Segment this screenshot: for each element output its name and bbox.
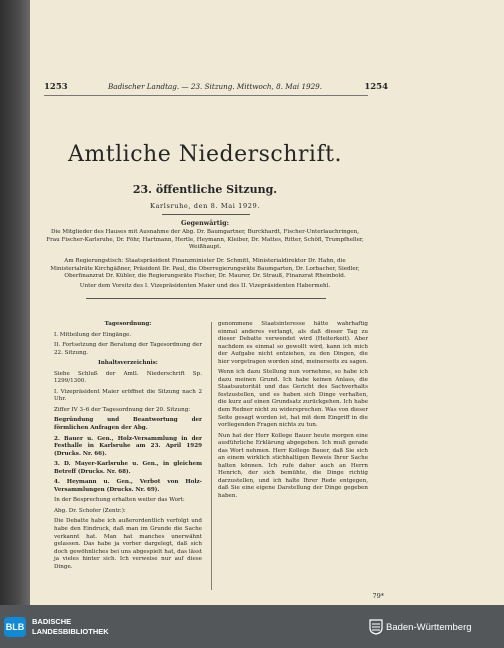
page-number-right: 1254 bbox=[364, 82, 388, 92]
chair-line: Unter dem Vorsitz des I. Vizepräsidenten Maier und des II. Vizepräsidenten Habermehl. bbox=[79, 283, 331, 289]
paragraph: genommene Staatsinteresse hätte wahrhaftig einmal anderes verlangt, als daß dieser Tag zu dieser Debatte verwendet wird (Heiterkeit). Aber nachdem es einmal so gewollt wird, kann ich mich der Aufgabe nicht entziehen, zu den Dingen, die hier vorgetragen worden sind, meinerseits zu sagen. bbox=[218, 321, 368, 365]
paragraph: I. Vizepräsident Maier eröffnet die Sitzung nach 2 Uhr. bbox=[54, 388, 202, 403]
book-binding-edge bbox=[0, 0, 30, 605]
header-rule bbox=[44, 95, 368, 96]
page-number-left: 1253 bbox=[44, 82, 68, 92]
library-name[interactable] bbox=[32, 617, 109, 636]
paragraph: 4. Heymann u. Gen., Verbot von Holz-Versammlungen (Drucks. Nr. 69). bbox=[54, 479, 202, 493]
paragraph: Siehe Schluß der Amtl. Niederschrift Sp. 1299/1300. bbox=[54, 370, 202, 385]
paragraph: 2. Bauer u. Gen., Holz-Versammlung in der Festhalle in Karlsruhe am 23. April 1929 (Drucks. Nr. 66). bbox=[54, 435, 202, 457]
paragraph: Tagesordnung: bbox=[104, 321, 152, 327]
paragraph: I. Mitteilung der Eingänge. bbox=[54, 331, 132, 338]
paragraph: 3. D. Mayer-Karlsruhe u. Gen., in gleichem Betreff (Drucks. Nr. 68). bbox=[54, 461, 202, 475]
paragraph: II. Fortsetzung der Beratung der Tagesordnung der 22. Sitzung. bbox=[54, 342, 202, 356]
paragraph: Begründung und Beantwortung der förmlichen Anfragen der Abg. bbox=[54, 417, 202, 432]
running-header bbox=[30, 80, 504, 94]
paragraph: Inhaltsverzeichnis: bbox=[98, 360, 158, 367]
divider-rule bbox=[162, 214, 250, 215]
paragraph: Abg. Dr. Schofer (Zentr.): bbox=[54, 507, 126, 514]
attendance-members: Die Mitglieder des Hauses mit Ausnahme der Abg. Dr. Baumgartner, Burckhardt, Fischer-Unterlauchringen, Frau Fischer-Karlsruhe, Dr. Föhr, Hartmann, Hertle, Heymann, Kleiber, Dr. Mattes, Ritter, Schöfl, Trumpfheller, Weißhaupt. bbox=[46, 229, 364, 250]
session-subtitle: 23. öffentliche Sitzung. bbox=[132, 183, 278, 196]
paragraph: Die Debatte habe ich außerordentlich verfolgt und habe den Eindruck, daß man im Grunde die Sache verkannt hat. Man hat manches unerwähnt gelassen. Das habe ja vorher dargelegt, daß sich doch gewöhnliches bei uns abgespielt hat, das lässt ja vieles hinter sich. Ich verweise nur auf diese Dinge. bbox=[54, 518, 202, 570]
document-title: Amtliche Niederschrift. bbox=[68, 142, 342, 167]
header-title: Badischer Landtag. — 23. Sitzung. Mittwoch, 8. Mai 1929. bbox=[108, 82, 323, 91]
right-column bbox=[218, 321, 368, 504]
paragraph: Wenn ich dazu Stellung nun vornehme, so habe ich dazu meinen Grund. Ich habe keinen Anlass, die Staatsautorität und das Gericht des Sachverhalts festzustellen, und es haben sich Dinge verhalten, die kurz auf einen Grundsatz zurückgehen. Ich habe dem Redner nicht zu widersprechen. Was von dieser Seite gesagt worden ist, hat mit dem Eingriff in die vorliegenden Fragen nichts zu tun. bbox=[218, 369, 368, 429]
state-name[interactable]: Baden-Württemberg bbox=[386, 622, 472, 633]
paragraph: In der Besprechung erhalten weiter das Wort: bbox=[54, 497, 185, 504]
government-table: Am Regierungstisch: Staatspräsident Finanzminister Dr. Schmitt, Ministerialdirektor Dr. Hahn, die Ministerialräte Kirchgäßner, Präsident Dr. Paul, die Oberregierungsräte Baumgarten, Dr. Lorbacher, Siedler, Oberfinanzrat Dr. Kübler, die Regierungsräte Fischer, Dr. Maurer, Dr. Strauß, Finanzrat Rheinbold. bbox=[50, 258, 360, 279]
library-name-line1: BADISCHE bbox=[32, 617, 72, 626]
column-divider bbox=[211, 322, 212, 590]
library-banner bbox=[0, 605, 504, 648]
left-column bbox=[54, 321, 202, 574]
session-date: Karlsruhe, den 8. Mai 1929. bbox=[149, 202, 261, 210]
paragraph: Nun hat der Herr Kollege Bauer heute morgen eine ausführliche Erklärung abgegeben. Ich muß gerade das Wort nehmen. Herr Kollege Bauer, daß Sie sich an einem wirklich stichhaltigen Beweis Ihrer Sache halten können. Ich rufe daher auch an Herrn Henrich, der sich bemühte, die Dinge richtig darzustellen, und ich halte Ihrer Rede entgegen, daß Sie eine eigene Darstellung der Dinge gegeben haben. bbox=[218, 432, 368, 500]
document-page bbox=[30, 0, 504, 605]
section-rule bbox=[86, 298, 326, 299]
attendance-heading: Gegenwärtig: bbox=[181, 219, 229, 227]
library-name-line2: LANDESBIBLIOTHEK bbox=[32, 626, 109, 636]
state-crest-icon bbox=[369, 619, 383, 635]
paragraph: Ziffer IV 3–6 der Tagesordnung der 20. Sitzung: bbox=[54, 406, 191, 413]
signature-mark: 79* bbox=[372, 592, 384, 600]
blb-logo[interactable]: BLB bbox=[4, 617, 26, 637]
